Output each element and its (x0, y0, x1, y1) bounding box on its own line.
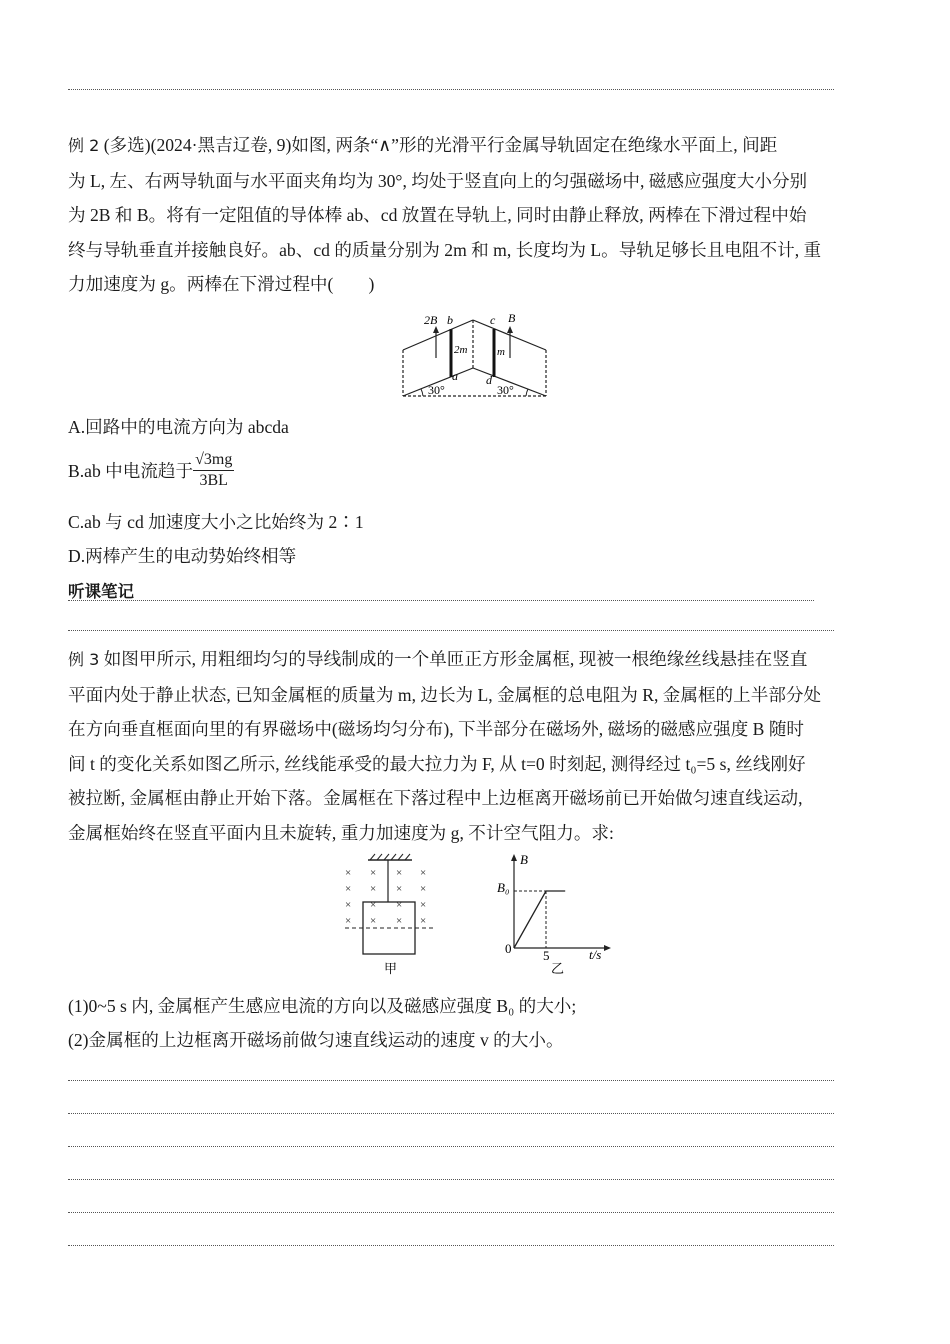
x-axis-arrow (604, 945, 611, 951)
answer-line[interactable] (68, 1179, 834, 1180)
question-1: (1)0~5 s 内, 金属框产生感应电流的方向以及磁感应强度 B₀ 的大小; (68, 996, 577, 1016)
notes-title: 听课笔记 (68, 582, 134, 601)
field-cross: × (420, 867, 427, 879)
option-b-numerator: √3mg (193, 450, 234, 471)
example3-label: 例 3 (68, 650, 100, 669)
option-a[interactable]: A.回路中的电流方向为 abcda (68, 417, 289, 437)
notes-line (68, 600, 814, 601)
x-tick-label-5: 5 (543, 948, 550, 963)
label-m: m (497, 346, 505, 358)
b-vs-t-series-line (514, 891, 565, 948)
b0-tick-label: B₀ (497, 880, 510, 895)
field-arrow-left (433, 326, 439, 333)
option-b[interactable] (68, 450, 234, 491)
answer-line[interactable] (68, 1080, 834, 1081)
field-arrow-right (507, 326, 513, 333)
label-b: b (447, 313, 453, 327)
y-axis-label: B (520, 852, 528, 867)
field-cross: × (420, 883, 427, 895)
label-angle-right: 30° (497, 383, 514, 397)
example2-text (68, 128, 884, 302)
field-cross: × (396, 883, 403, 895)
example3-line-6: 金属框始终在竖直平面内且未旋转, 重力加速度为 g, 不计空气阻力。求: (68, 822, 614, 843)
label-d: d (486, 373, 492, 387)
label-2B: 2B (424, 313, 438, 327)
example2-line-5: 力加速度为 g。两棒在下滑过程中( ) (68, 274, 375, 294)
field-cross: × (370, 915, 377, 927)
figure-jia (340, 852, 450, 977)
y-axis-arrow (511, 854, 517, 861)
field-cross: × (345, 867, 352, 879)
field-cross: × (370, 883, 377, 895)
label-2m: 2m (454, 344, 468, 356)
example2-line-2: 为 L, 左、右两导轨面与水平面夹角均为 30°, 均处于竖直向上的匀强磁场中, 磁感应强度大小分别 (68, 170, 808, 191)
notes-line (68, 630, 834, 631)
field-cross: × (420, 899, 427, 911)
option-c[interactable]: C.ab 与 cd 加速度大小之比始终为 2∶1 (68, 512, 364, 532)
example3-line-5: 被拉断, 金属框由静止开始下落。金属框在下落过程中上边框离开磁场前已开始做匀速直线运动, (68, 788, 803, 808)
field-cross: × (420, 915, 427, 927)
example3-line-2: 平面内处于静止状态, 已知金属框的质量为 m, 边长为 L, 金属框的总电阻为 R, 金属框的上半部分处 (68, 684, 822, 705)
option-b-fraction (193, 450, 234, 491)
example2-rail-figure (398, 310, 558, 400)
example2-tag: (多选) (103, 135, 151, 155)
label-a: a (452, 369, 458, 383)
label-B: B (508, 311, 516, 325)
field-cross: × (396, 915, 403, 927)
label-angle-left: 30° (428, 383, 445, 397)
example3-line-4: 间 t 的变化关系如图乙所示, 丝线能承受的最大拉力为 F, 从 t=0 时刻起, 测得经过 t₀=5 s, 丝线刚好 (68, 753, 806, 774)
example2-line-1: 如图, 两条“∧”形的光滑平行金属导轨固定在绝缘水平面上, 间距 (291, 135, 778, 155)
field-cross: × (345, 915, 352, 927)
example3-line-3: 在方向垂直框面向里的有界磁场中(磁场均匀分布), 下半部分在磁场外, 磁场的磁感应强度 B 随时 (68, 719, 805, 739)
answer-line (68, 89, 834, 90)
option-b-prefix: B.ab 中电流趋于 (68, 461, 194, 481)
x-axis-label: t/s (589, 947, 602, 962)
label-c: c (490, 313, 496, 327)
field-cross: × (370, 867, 377, 879)
example3-text (68, 642, 884, 850)
example2-line-4: 终与导轨垂直并接触良好。ab、cd 的质量分别为 2m 和 m, 长度均为 L。导轨足够长且电阻不计, 重 (68, 239, 822, 260)
answer-line[interactable] (68, 1245, 834, 1246)
figure-yi-chart (497, 852, 617, 977)
option-b-denominator: 3BL (199, 472, 228, 489)
answer-line[interactable] (68, 1212, 834, 1213)
example3-line-1: 如图甲所示, 用粗细均匀的导线制成的一个单匝正方形金属框, 现被一根绝缘丝线悬挂在竖直 (103, 649, 808, 669)
field-cross: × (345, 883, 352, 895)
option-d[interactable]: D.两棒产生的电动势始终相等 (68, 546, 297, 566)
answer-line[interactable] (68, 1146, 834, 1147)
caption-yi: 乙 (551, 961, 565, 976)
example2-line-3: 为 2B 和 B。将有一定阻值的导体棒 ab、cd 放置在导轨上, 同时由静止释放, 两棒在下滑过程中始 (68, 205, 807, 225)
field-cross: × (396, 867, 403, 879)
field-cross: × (370, 899, 377, 911)
example2-label: 例 2 (68, 136, 100, 155)
question-2: (2)金属框的上边框离开磁场前做匀速直线运动的速度 v 的大小。 (68, 1030, 564, 1050)
origin-label: 0 (505, 941, 512, 956)
caption-jia: 甲 (384, 961, 398, 976)
field-cross: × (396, 899, 403, 911)
field-cross: × (345, 899, 352, 911)
example2-source: (2024·黑吉辽卷, 9) (150, 135, 292, 155)
answer-line[interactable] (68, 1113, 834, 1114)
